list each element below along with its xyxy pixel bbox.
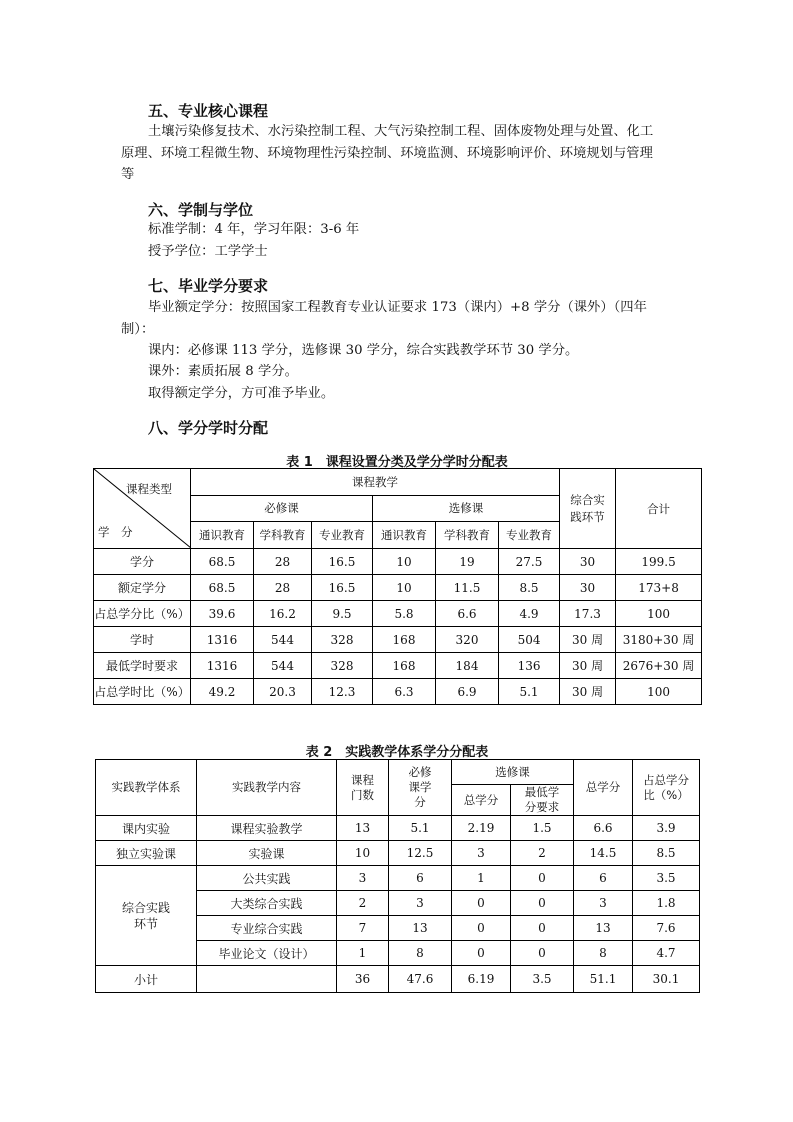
table-cell: 1 [452, 866, 511, 891]
table-cell: 2676+30 周 [616, 653, 702, 679]
table-cell: 13 [389, 916, 452, 941]
table-row [96, 816, 700, 841]
sub-header: 学科教育 [254, 522, 312, 549]
table-cell: 1316 [191, 653, 254, 679]
table-cell: 328 [312, 627, 373, 653]
section-5-line-2: 原理、环境工程微生物、环境物理性污染控制、环境监测、环境影响评价、环境规划与管理 [121, 146, 653, 161]
row-label: 学时 [94, 627, 191, 653]
content-cell: 专业综合实践 [197, 916, 337, 941]
table-row [96, 841, 700, 866]
content-cell: 实验课 [197, 841, 337, 866]
row-label: 额定学分 [94, 575, 191, 601]
table-cell: 0 [511, 916, 574, 941]
table-cell: 68.5 [191, 549, 254, 575]
section-7-line-2: 制）： [121, 322, 155, 337]
elective-header: 选修课 [373, 495, 560, 522]
table-cell: 51.1 [574, 966, 633, 993]
sub-header: 专业教育 [499, 522, 560, 549]
table-cell: 5.1 [389, 816, 452, 841]
required-header: 必修课 [191, 495, 373, 522]
content-cell: 课程实验教学 [197, 816, 337, 841]
row-label: 占总学时比（%） [94, 679, 191, 705]
section-6-line-2: 授予学位：工学学士 [148, 244, 268, 259]
table-cell: 47.6 [389, 966, 452, 993]
credit-hour-table [93, 468, 702, 705]
table-cell: 6 [389, 866, 452, 891]
table-cell: 36 [337, 966, 389, 993]
practice-header: 综合实践环节 [560, 469, 616, 549]
table-cell: 5.1 [499, 679, 560, 705]
table-cell: 5.8 [373, 601, 436, 627]
table-cell: 7 [337, 916, 389, 941]
system-cell: 综合实践环节 [96, 866, 197, 966]
table-row [94, 549, 702, 575]
table-cell: 3.5 [633, 866, 700, 891]
row-label: 学分 [94, 549, 191, 575]
system-cell: 小计 [96, 966, 197, 993]
table-row [94, 601, 702, 627]
table-cell: 30 [560, 549, 616, 575]
section-7-line-3: 课内：必修课 113 学分，选修课 30 学分，综合实践教学环节 30 学分。 [148, 343, 579, 358]
sub-header: 专业教育 [312, 522, 373, 549]
table-cell: 28 [254, 549, 312, 575]
table-cell: 184 [436, 653, 499, 679]
table-1-caption: 表 1 课程设置分类及学分学时分配表 [286, 455, 508, 470]
row-label: 占总学分比（%） [94, 601, 191, 627]
table-cell: 2.19 [452, 816, 511, 841]
table-cell: 30 周 [560, 679, 616, 705]
section-5-line-3: 等 [121, 167, 135, 182]
section-heading-5: 五、专业核心课程 [148, 102, 269, 120]
table-cell: 3180+30 周 [616, 627, 702, 653]
table-cell: 1316 [191, 627, 254, 653]
section-6-line-1: 标准学制：4 年，学习年限：3-6 年 [148, 222, 360, 237]
table-cell: 0 [452, 941, 511, 966]
table-cell: 8.5 [499, 575, 560, 601]
table-cell: 8 [389, 941, 452, 966]
table-cell: 3.5 [511, 966, 574, 993]
table-cell: 13 [574, 916, 633, 941]
table-cell: 2 [337, 891, 389, 916]
table-cell: 168 [373, 653, 436, 679]
system-cell: 独立实验课 [96, 841, 197, 866]
system-header: 实践教学体系 [96, 760, 197, 816]
table-cell: 320 [436, 627, 499, 653]
table-cell: 100 [616, 679, 702, 705]
table-row [94, 575, 702, 601]
table-cell: 10 [373, 575, 436, 601]
table-cell: 3.9 [633, 816, 700, 841]
table-cell: 1 [337, 941, 389, 966]
table-cell: 8.5 [633, 841, 700, 866]
table-cell: 136 [499, 653, 560, 679]
table-cell: 0 [511, 866, 574, 891]
sub-header: 通识教育 [191, 522, 254, 549]
table-cell: 19 [436, 549, 499, 575]
course-teaching-header: 课程教学 [191, 469, 560, 496]
table-cell: 14.5 [574, 841, 633, 866]
table-cell: 12.3 [312, 679, 373, 705]
elective-min-header: 最低学分要求 [511, 785, 574, 816]
table-cell: 1.8 [633, 891, 700, 916]
row-label: 最低学时要求 [94, 653, 191, 679]
table-cell: 6.19 [452, 966, 511, 993]
section-7-line-5: 取得额定学分，方可准予毕业。 [148, 386, 335, 401]
table-cell: 11.5 [436, 575, 499, 601]
table-cell: 3 [389, 891, 452, 916]
table-cell: 0 [511, 941, 574, 966]
table-cell: 1.5 [511, 816, 574, 841]
table-cell: 4.9 [499, 601, 560, 627]
table-row [96, 966, 700, 993]
table-cell: 7.6 [633, 916, 700, 941]
table-cell: 49.2 [191, 679, 254, 705]
table-cell: 100 [616, 601, 702, 627]
table-cell: 9.5 [312, 601, 373, 627]
table-cell: 0 [452, 891, 511, 916]
table-cell: 6.6 [436, 601, 499, 627]
content-header: 实践教学内容 [197, 760, 337, 816]
table-cell: 12.5 [389, 841, 452, 866]
table-cell: 6.6 [574, 816, 633, 841]
corner-top-label: 课程类型 [126, 482, 172, 496]
table-cell: 30 [560, 575, 616, 601]
table-cell: 6.3 [373, 679, 436, 705]
count-header: 课程门数 [337, 760, 389, 816]
content-cell [197, 966, 337, 993]
section-heading-7: 七、毕业学分要求 [148, 277, 269, 295]
table-2-caption: 表 2 实践教学体系学分分配表 [305, 745, 489, 760]
sub-header: 学科教育 [436, 522, 499, 549]
table-row [94, 679, 702, 705]
table-cell: 6.9 [436, 679, 499, 705]
practice-credit-table [95, 759, 700, 993]
ratio-header: 占总学分比（%） [633, 760, 700, 816]
content-cell: 公共实践 [197, 866, 337, 891]
section-heading-6: 六、学制与学位 [148, 201, 254, 219]
sub-header: 通识教育 [373, 522, 436, 549]
table-cell: 3 [574, 891, 633, 916]
table-cell: 173+8 [616, 575, 702, 601]
table-cell: 0 [452, 916, 511, 941]
table-cell: 2 [511, 841, 574, 866]
corner-header-cell [94, 469, 191, 549]
table-cell: 30.1 [633, 966, 700, 993]
content-cell: 大类综合实践 [197, 891, 337, 916]
total-credit-header: 总学分 [574, 760, 633, 816]
table-cell: 10 [373, 549, 436, 575]
table-cell: 68.5 [191, 575, 254, 601]
table-cell: 16.5 [312, 549, 373, 575]
table-cell: 20.3 [254, 679, 312, 705]
table-cell: 13 [337, 816, 389, 841]
table-cell: 28 [254, 575, 312, 601]
table-cell: 27.5 [499, 549, 560, 575]
table-cell: 544 [254, 653, 312, 679]
corner-bottom-label: 学 分 [98, 525, 133, 539]
table-cell: 30 周 [560, 627, 616, 653]
table-cell: 328 [312, 653, 373, 679]
table-cell: 3 [452, 841, 511, 866]
total-header: 合计 [616, 469, 702, 549]
table-cell: 6 [574, 866, 633, 891]
table-row [96, 866, 700, 891]
section-heading-8: 八、学分学时分配 [148, 419, 269, 437]
table-cell: 39.6 [191, 601, 254, 627]
content-cell: 毕业论文（设计） [197, 941, 337, 966]
section-5-line-1: 土壤污染修复技术、水污染控制工程、大气污染控制工程、固体废物处理与处置、化工 [148, 124, 654, 139]
table-cell: 30 周 [560, 653, 616, 679]
table-cell: 4.7 [633, 941, 700, 966]
elective-header: 选修课 [452, 760, 574, 785]
table-cell: 10 [337, 841, 389, 866]
table-cell: 17.3 [560, 601, 616, 627]
table-cell: 544 [254, 627, 312, 653]
table-cell: 0 [511, 891, 574, 916]
table-row [94, 627, 702, 653]
section-7-line-1: 毕业额定学分：按照国家工程教育专业认证要求 173（课内）+8 学分（课外）（四年 [148, 300, 647, 315]
table-cell: 16.5 [312, 575, 373, 601]
section-7-line-4: 课外：素质拓展 8 学分。 [148, 364, 298, 379]
required-credit-header: 必修课学分 [389, 760, 452, 816]
table-cell: 3 [337, 866, 389, 891]
elective-total-header: 总学分 [452, 785, 511, 816]
system-cell: 课内实验 [96, 816, 197, 841]
table-cell: 16.2 [254, 601, 312, 627]
table-cell: 168 [373, 627, 436, 653]
table-row [94, 653, 702, 679]
table-cell: 504 [499, 627, 560, 653]
table-cell: 199.5 [616, 549, 702, 575]
table-cell: 8 [574, 941, 633, 966]
